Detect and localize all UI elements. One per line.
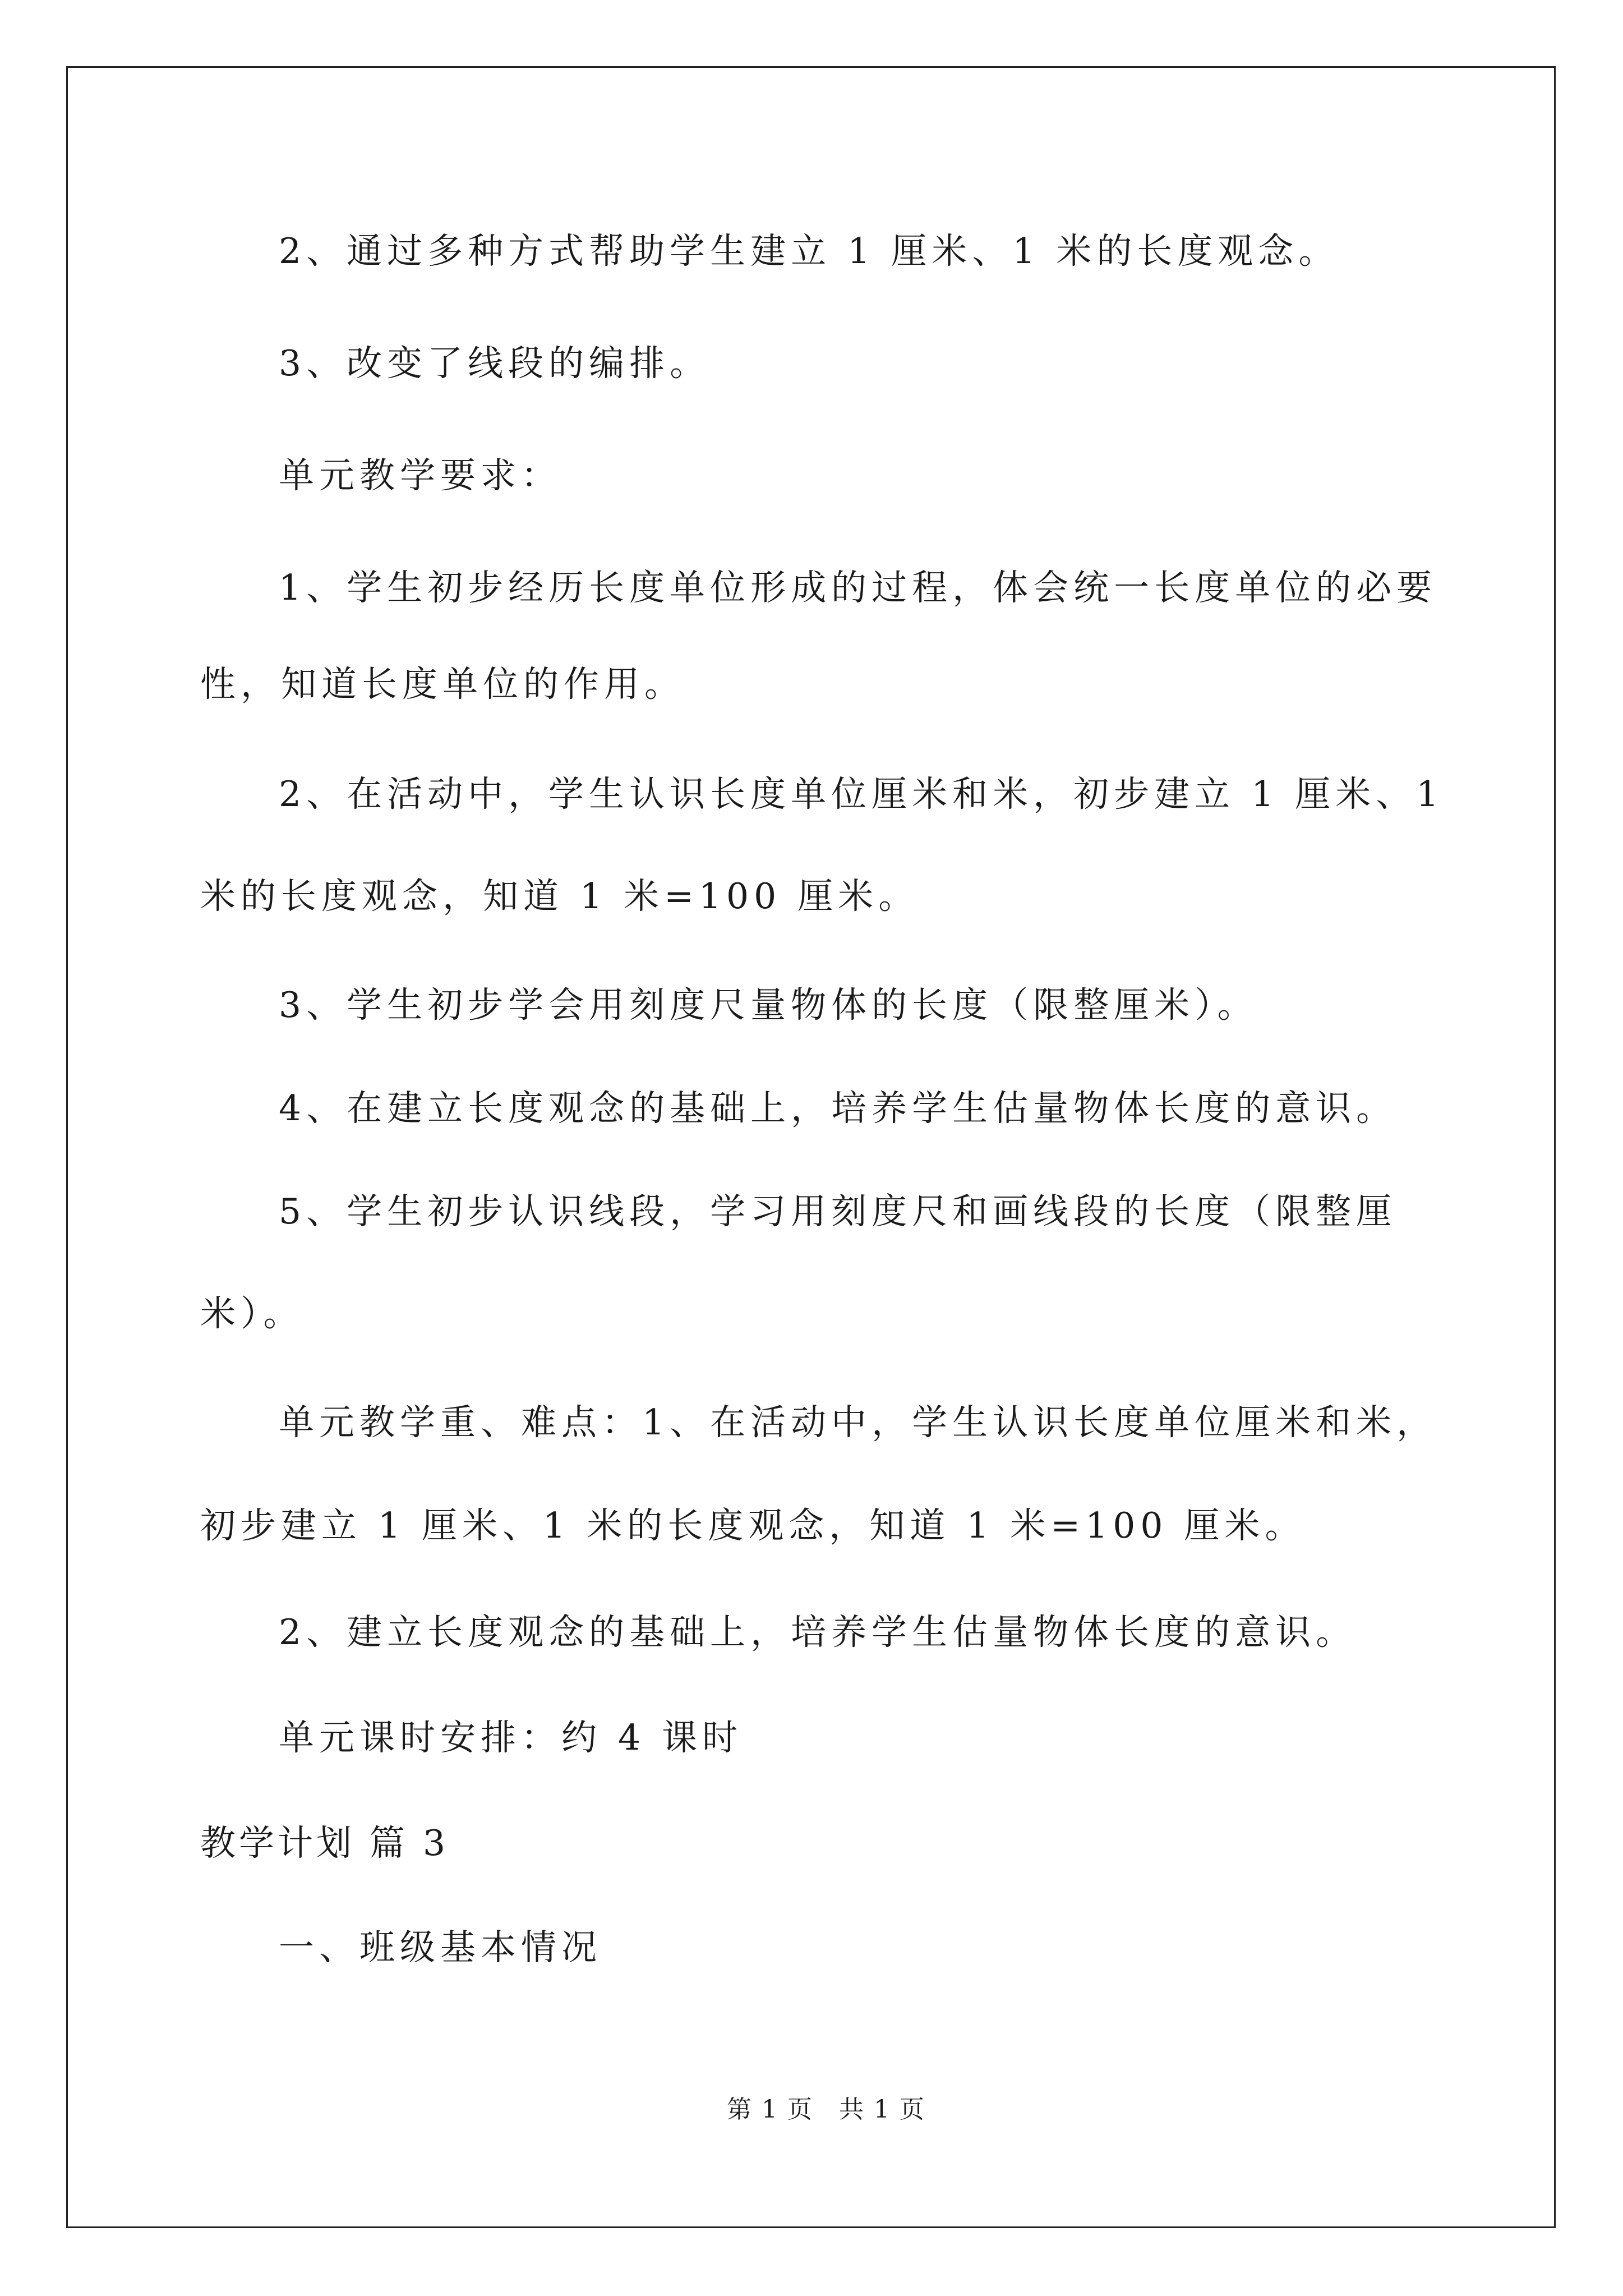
page-number: 第 1 页 共 1 页	[727, 2095, 925, 2124]
paragraph-line: 初步建立 1 厘米、1 米的长度观念，知道 1 米=100 厘米。	[200, 1505, 1306, 1546]
paragraph-line: 性，知道长度单位的作用。	[200, 664, 685, 705]
subsection-title: 一、班级基本情况	[279, 1927, 602, 1968]
paragraph-line: 5、学生初步认识线段，学习用刻度尺和画线段的长度（限整厘	[279, 1191, 1397, 1232]
paragraph-line: 米）。	[200, 1293, 304, 1334]
paragraph-line: 2、在活动中，学生认识长度单位厘米和米，初步建立 1 厘米、1	[279, 774, 1444, 815]
paragraph-line: 单元教学重、难点：1、在活动中，学生认识长度单位厘米和米，	[279, 1402, 1437, 1443]
paragraph-line: 4、在建立长度观念的基础上，培养学生估量物体长度的意识。	[279, 1088, 1397, 1129]
paragraph-line: 米的长度观念，知道 1 米=100 厘米。	[200, 876, 919, 917]
page-border	[66, 66, 1556, 2228]
paragraph-line: 3、改变了线段的编排。	[279, 343, 711, 384]
paragraph-line: 3、学生初步学会用刻度尺量物体的长度（限整厘米）。	[279, 984, 1258, 1025]
paragraph-line: 1、学生初步经历长度单位形成的过程，体会统一长度单位的必要	[279, 567, 1437, 608]
paragraph-line: 单元课时安排：约 4 课时	[279, 1717, 743, 1758]
paragraph-line: 2、建立长度观念的基础上，培养学生估量物体长度的意识。	[279, 1612, 1357, 1653]
section-heading: 教学计划 篇 3	[200, 1823, 449, 1864]
paragraph-line: 2、通过多种方式帮助学生建立 1 厘米、1 米的长度观念。	[279, 231, 1339, 272]
paragraph-line: 单元教学要求：	[279, 455, 561, 496]
